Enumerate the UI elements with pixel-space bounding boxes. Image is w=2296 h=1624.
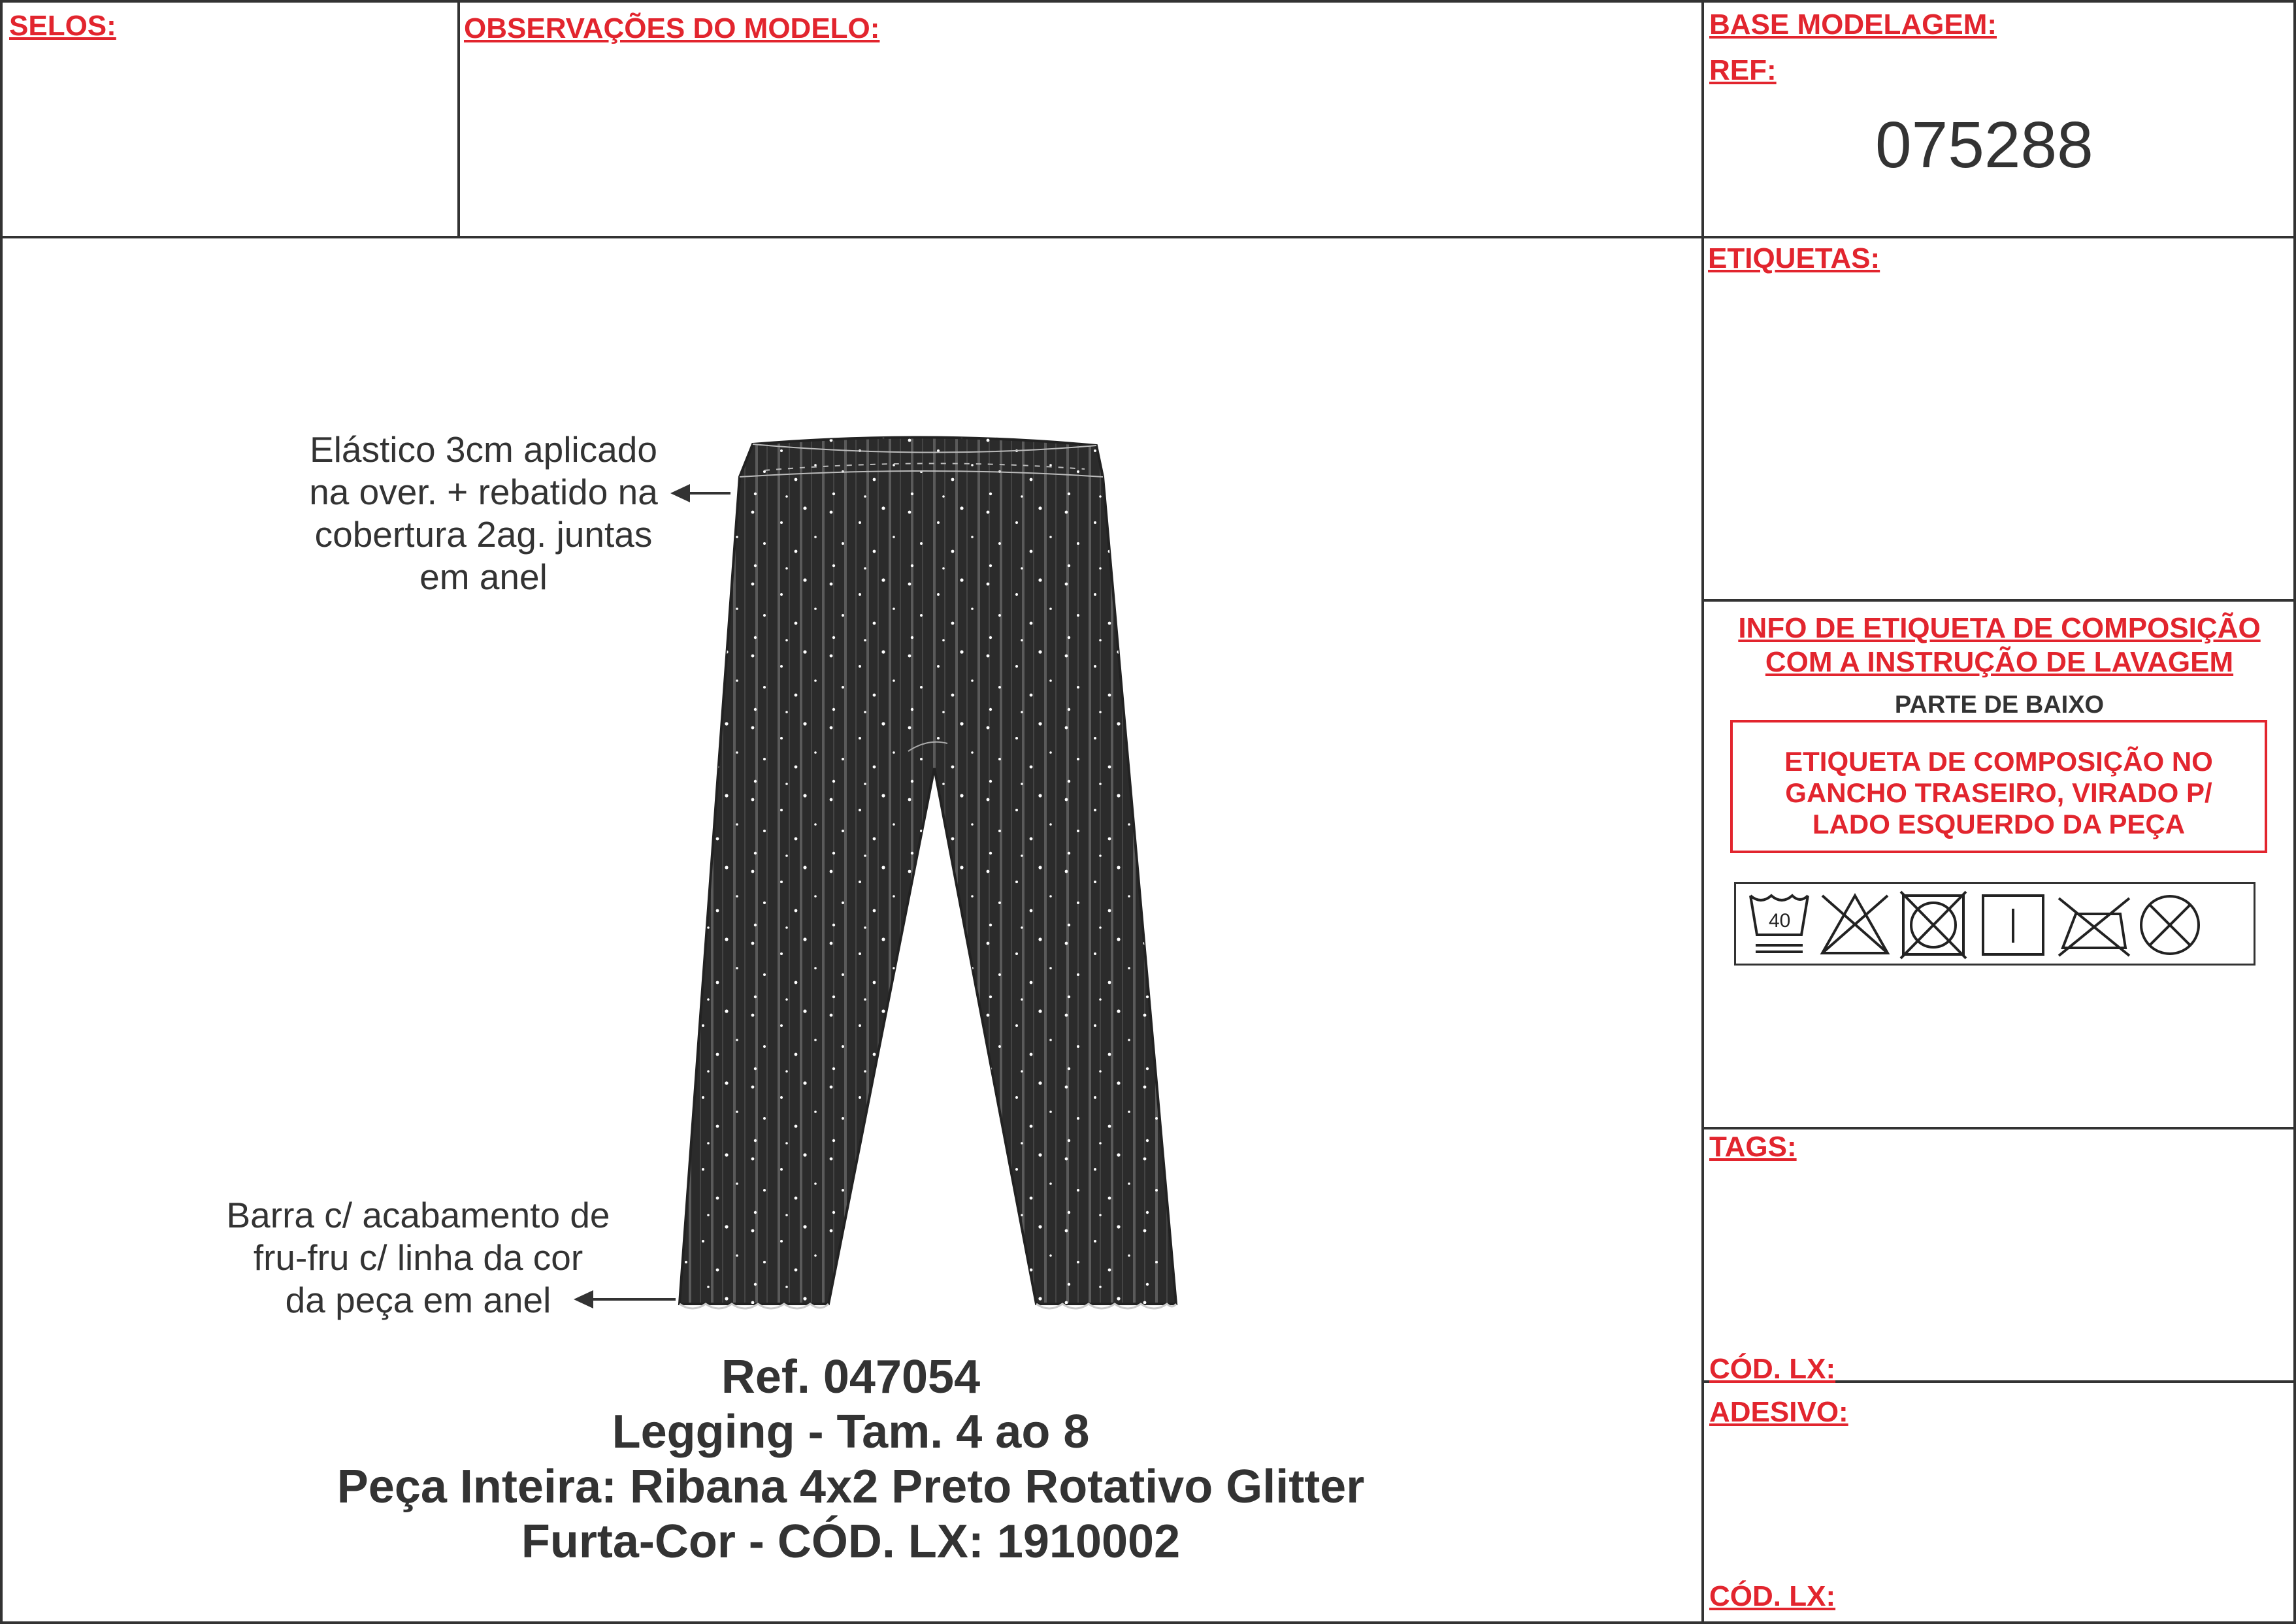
wash-temp-text: 40 <box>1769 910 1791 932</box>
line-dry-icon <box>1983 896 2043 954</box>
caption-code: Furta-Cor - CÓD. LX: 1910002 <box>521 1516 1181 1568</box>
caption-fabric: Peça Inteira: Ribana 4x2 Preto Rotativo Glitter <box>336 1461 1365 1513</box>
elastic-note-line-3: cobertura 2ag. juntas <box>314 514 653 555</box>
elastic-note <box>281 429 686 598</box>
info-title-line-1: INFO DE ETIQUETA DE COMPOSIÇÃO <box>1738 612 2261 644</box>
caption-ref: Ref. 047054 <box>721 1351 981 1403</box>
selos-divider <box>457 0 460 237</box>
do-not-tumble-dry-icon <box>1901 892 1966 958</box>
do-not-iron-icon <box>2059 898 2129 956</box>
selos-label: SELOS: <box>9 10 116 42</box>
info-divider <box>1701 1127 2296 1129</box>
legging-drawing <box>666 431 1209 1333</box>
cod-lx-label-2: CÓD. LX: <box>1709 1580 1836 1612</box>
do-not-bleach-icon <box>1822 896 1888 953</box>
observacoes-label: OBSERVAÇÕES DO MODELO: <box>464 12 880 44</box>
box-text-line-2: GANCHO TRASEIRO, VIRADO P/ <box>1785 777 2212 808</box>
info-composicao-title <box>1705 611 2293 679</box>
box-text-line-3: LADO ESQUERDO DA PEÇA <box>1812 809 2186 839</box>
hem-note-line-2: fru-fru c/ linha da cor <box>253 1237 583 1278</box>
ref-number: 075288 <box>1875 108 2093 182</box>
etiquetas-divider <box>1701 599 2296 602</box>
elastic-note-line-2: na over. + rebatido na <box>309 472 658 512</box>
box-text-line-1: ETIQUETA DE COMPOSIÇÃO NO <box>1784 746 2213 777</box>
cod-lx-label-1: CÓD. LX: <box>1709 1353 1836 1385</box>
header-divider <box>0 236 2296 238</box>
hem-note-line-1: Barra c/ acabamento de <box>226 1195 610 1235</box>
hem-arrow <box>583 1298 676 1301</box>
hem-note-line-3: da peça em anel <box>285 1280 551 1320</box>
hem-note <box>203 1194 634 1322</box>
elastic-arrow <box>680 492 730 495</box>
tags-label: TAGS: <box>1709 1131 1797 1163</box>
wash-40-gentle-icon <box>1750 896 1808 952</box>
do-not-dry-clean-icon <box>2141 896 2199 954</box>
adesivo-label: ADESIVO: <box>1709 1396 1848 1428</box>
base-modelagem-label: BASE MODELAGEM: <box>1709 8 1997 41</box>
elastic-note-line-4: em anel <box>419 557 548 597</box>
care-symbols-strip <box>1734 882 2255 966</box>
info-title-line-2: COM A INSTRUÇÃO DE LAVAGEM <box>1765 646 2234 678</box>
elastic-note-line-1: Elástico 3cm aplicado <box>310 429 657 470</box>
product-caption <box>0 1350 1701 1569</box>
composition-label-box <box>1730 720 2267 853</box>
care-symbols-svg <box>1736 884 2254 964</box>
ref-label: REF: <box>1709 54 1777 86</box>
etiquetas-label: ETIQUETAS: <box>1708 242 1880 274</box>
legging-body <box>680 437 1176 1304</box>
caption-product: Legging - Tam. 4 ao 8 <box>612 1406 1090 1458</box>
parte-de-baixo-label: PARTE DE BAIXO <box>1894 691 2105 719</box>
